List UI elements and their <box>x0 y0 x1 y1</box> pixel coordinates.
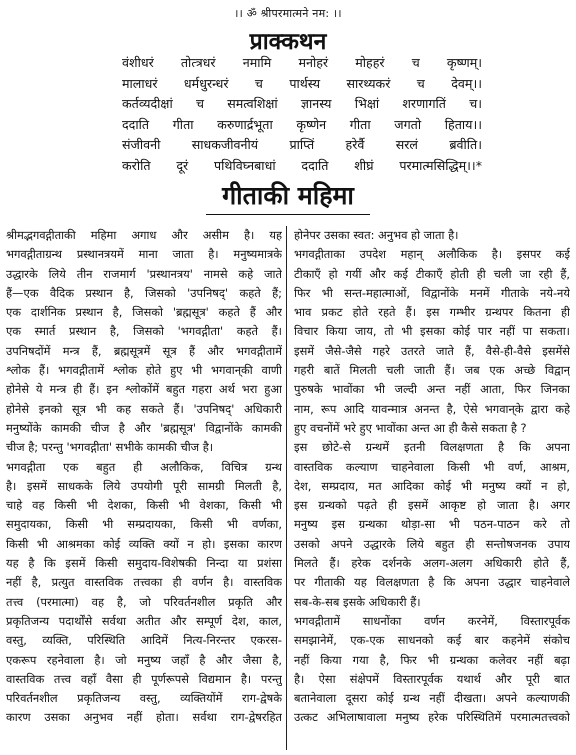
section-heading: गीताकी महिमा <box>206 178 370 215</box>
shloka-line: करोति दूरं पथिविघ्नबाधां ददाति शीघ्रं परमात्मसिद्धिम्।।* <box>122 157 482 173</box>
text-line: उत्कट अभिलाषावाला मनुष्य हरेक परिस्थितिमें परमात्मतत्त्वको <box>294 710 570 725</box>
right-text-column <box>294 226 570 728</box>
text-line: इस ग्रन्थको पढ़ते ही इसमें आकृष्ट हो जाता है। अगर <box>294 498 570 513</box>
text-line: होनेसे ये मन्त्र ही हैं। इन श्लोकोंमें बहुत गहरा अर्थ भरा हुआ <box>6 382 282 397</box>
text-line: है। इसमें साधकके लिये उपयोगी पूरी सामग्री मिलती है, <box>6 478 282 493</box>
text-line: हुए वचनोंमें भरे हुए भावोंका अन्त आ ही कैसे सकता है ? <box>294 420 527 435</box>
text-line: कारण उसका अनुभव नहीं होता। सर्वथा राग-द्वेषरहित <box>6 710 282 725</box>
shloka-line: संजीवनी साधकजीवनीयं प्राप्तिं हरेर्वै सरलं ब्रवीति। <box>122 137 482 152</box>
section-heading-wrap <box>0 178 576 215</box>
shloka-line: ददाति गीता करुणार्द्रभूता कृष्णेन गीता जगतो हिताय।। <box>122 116 482 132</box>
shloka-line: मालाधरं धर्मधुरन्धरं च पार्थस्य सारथ्यकरं च देवम्।। <box>122 75 482 91</box>
text-line: वास्तविक कल्याण चाहनेवाला किसी भी वर्ण, आश्रम, <box>294 459 570 474</box>
text-line: इसमें जैसे-जैसे गहरे उतरते जाते हैं, वैसे-ही-वैसे इसमेंसे <box>294 343 570 358</box>
text-line: प्रकृतिजन्य पदार्थोंसे सर्वथा अतीत और सम्पूर्ण देश, काल, <box>6 613 282 628</box>
text-line: वस्तु, व्यक्ति, परिस्थिति आदिमें नित्य-निरन्तर एकरस- <box>6 633 282 648</box>
text-line: परिवर्तनशील प्रकृतिजन्य वस्तु, व्यक्तियोंमें राग-द्वेषके <box>6 691 282 706</box>
text-line: गहरी बातें मिलती चली जाती हैं। जब एक अच्छे विद्वान् <box>294 363 570 378</box>
text-line: विचार किया जाय, तो भी इसका कोई पार नहीं पा सकता। <box>294 324 570 339</box>
left-text-column <box>6 226 282 728</box>
text-line: श्रीमद्भगवद्गीताकी महिमा अगाध और असीम है। यह <box>6 228 282 242</box>
text-line: है। ऐसा संक्षेपमें विस्तारपूर्वक यथार्थ और पूरी बात <box>294 671 570 686</box>
text-line: टीकाएँ हो गयीं और कई टीकाएँ होती ही चली जा रही हैं, <box>294 266 570 281</box>
text-line: समुदायका, किसी भी सम्प्रदायका, किसी भी वर्णका, <box>6 517 282 532</box>
text-line: भगवद्गीतामें साधनोंका वर्णन करनेमें, विस्तारपूर्वक <box>294 613 570 628</box>
text-line: तत्त्व (परमात्मा) वह है, जो परिवर्तनशील प्रकृति और <box>6 594 282 609</box>
shloka-verse <box>122 53 482 176</box>
text-line: होनेसे इनको सूत्र भी कह सकते हैं। 'उपनिषद्' अधिकारी <box>6 401 282 416</box>
text-line: चाहे वह किसी भी देशका, किसी भी वेशका, किसी भी <box>6 498 282 513</box>
text-line: एकरूप रहनेवाला है। जो मनुष्य जहाँ है और जैसा है, <box>6 652 282 667</box>
page-title: प्राक्कथन <box>249 29 327 55</box>
text-line: भगवद्गीताग्रन्थ प्रस्थानत्रयमें माना जाता है। मनुष्यमात्रके <box>6 247 282 262</box>
text-line: होनेपर उसका स्वत: अनुभव हो जाता है। <box>294 228 459 242</box>
text-line: श्लोक हैं। भगवद्गीतामें श्लोक होते हुए भी भगवान्‌की वाणी <box>6 363 282 378</box>
text-line: वास्तविक तत्त्व वहाँ वैसा ही पूर्णरूपसे विद्यमान है। परन्तु <box>6 671 282 686</box>
shloka-line: कर्तव्यदीक्षां च समत्वशिक्षां ज्ञानस्य भिक्षां शरणागतिं च। <box>122 96 482 111</box>
text-line: सब-के-सब इसके अधिकारी हैं। <box>294 594 421 609</box>
text-line: एक दार्शनिक प्रस्थान है, जिसको 'ब्रह्मसूत्र' कहते हैं और <box>6 305 282 320</box>
text-line: नहीं है, प्रत्युत वास्तविक तत्त्वका ही वर्णन है। वास्तविक <box>6 575 282 590</box>
text-line: पुरुषके भावोंका भी जल्दी अन्त नहीं आता, फिर जिनका <box>294 382 570 397</box>
text-line: फिर भी सन्त-महात्माओं, विद्वानोंके मनमें गीताके नये-नये <box>294 285 570 300</box>
text-line: बतानेवाला दूसरा कोई ग्रन्थ नहीं दीखता। अपने कल्याणकी <box>294 691 570 706</box>
text-line: भगवद्गीताका उपदेश महान् अलौकिक है। इसपर कई <box>294 247 570 262</box>
text-line: इस छोटे-से ग्रन्थमें इतनी विलक्षणता है कि अपना <box>294 440 570 455</box>
text-line: नहीं किया गया है, फिर भी ग्रन्थका कलेवर नहीं बढ़ा <box>294 652 570 667</box>
text-line: हैं—एक वैदिक प्रस्थान है, जिसको 'उपनिषद्' कहते हैं; <box>6 285 282 300</box>
text-line: भाव प्रकट होते रहते हैं। इस गम्भीर ग्रन्थपर कितना ही <box>294 305 570 320</box>
text-line: उद्धारके लिये तीन राजमार्ग 'प्रस्थानत्रय' नामसे कहे जाते <box>6 266 282 281</box>
text-line: एक स्मार्त प्रस्थान है, जिसको 'भगवद्गीता' कहते हैं। <box>6 324 282 339</box>
text-line: यह है कि इसमें किसी समुदाय-विशेषकी निन्दा या प्रशंसा <box>6 556 282 571</box>
text-line: चीज है; परन्तु 'भगवद्गीता' सभीके कामकी चीज है। <box>6 440 214 455</box>
text-line: किसी भी आश्रमका कोई व्यक्ति क्यों न हो। इसका कारण <box>6 536 282 551</box>
invocation-line: ।। ॐ श्रीपरमात्मने नम: ।। <box>234 7 342 20</box>
text-line: भगवद्गीता एक बहुत ही अलौकिक, विचित्र ग्रन्थ <box>6 459 282 474</box>
text-line: उसको अपने उद्धारके लिये बहुत ही सन्तोषजनक उपाय <box>294 536 570 551</box>
shloka-line: वंशीधरं तोत्त्रधरं नमामि मनोहरं मोहहरं च कृष्णम्। <box>122 55 482 70</box>
text-line: देश, सम्प्रदाय, मत आदिका कोई भी मनुष्य क्यों न हो, <box>294 478 570 493</box>
text-line: मनुष्य इस ग्रन्थका थोड़ा-सा भी पठन-पाठन करे तो <box>294 517 570 532</box>
text-line: मनुष्योंके कामकी चीज है और 'ब्रह्मसूत्र' विद्वानोंके कामकी <box>6 420 282 435</box>
text-line: समझानेमें, एक-एक साधनको कई बार कहनेमें संकोच <box>294 633 570 648</box>
column-divider <box>286 226 287 750</box>
text-line: उपनिषदोंमें मन्त्र हैं, ब्रह्मसूत्रमें सूत्र हैं और भगवद्गीतामें <box>6 343 282 358</box>
text-line: पर गीताकी यह विलक्षणता है कि अपना उद्धार चाहनेवाले <box>294 575 570 590</box>
text-line: नाम, रूप आदि यावन्मात्र अनन्त है, ऐसे भगवान्‌के द्वारा कहे <box>294 401 570 416</box>
text-line: मिलते हैं। हरेक दर्शनके अलग-अलग अधिकारी होते हैं, <box>294 556 570 571</box>
